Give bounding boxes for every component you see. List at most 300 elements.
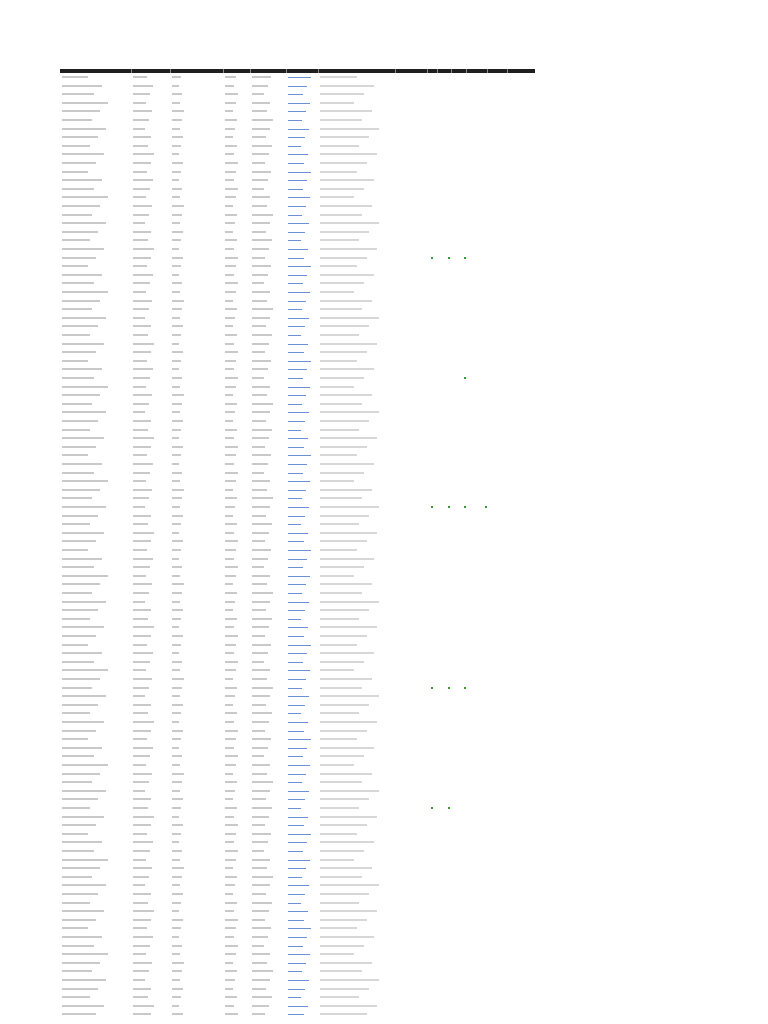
table-cell [62,601,106,603]
table-row[interactable] [60,624,535,631]
table-cell-link[interactable] [288,94,303,95]
table-cell [225,678,233,680]
table-row[interactable] [60,117,535,124]
table-cell-link[interactable] [288,817,308,818]
table-row[interactable] [60,435,535,442]
table-cell-link[interactable] [288,275,307,276]
table-cell [172,747,179,749]
table-row[interactable] [60,779,535,786]
table-cell-link[interactable] [288,498,302,499]
table-cell [320,652,374,654]
table-row[interactable] [60,332,535,339]
table-cell-link[interactable] [288,756,303,757]
table-cell-link[interactable] [288,215,302,216]
table-row[interactable] [60,143,535,150]
table-cell-link[interactable] [288,627,308,628]
table-cell [133,884,145,886]
table-cell-link[interactable] [288,541,304,542]
table-row[interactable] [60,762,535,769]
table-row[interactable] [60,289,535,296]
table-cell-link[interactable] [288,851,303,852]
table-row[interactable] [60,633,535,640]
column-divider[interactable] [437,69,438,73]
table-cell-link[interactable] [288,808,301,809]
table-row[interactable] [60,607,535,614]
table-row[interactable] [60,375,535,382]
table-cell [225,859,236,861]
table-cell-link[interactable] [288,387,310,388]
table-cell-link[interactable] [288,524,301,525]
column-divider[interactable] [223,69,224,73]
table-row[interactable] [60,977,535,984]
table-row[interactable] [60,848,535,855]
table-cell-link[interactable] [288,154,308,155]
table-cell [62,274,102,276]
table-cell-link[interactable] [288,77,311,78]
table-cell [62,205,100,207]
table-cell-link[interactable] [288,920,304,921]
table-row[interactable] [60,616,535,623]
table-cell-link[interactable] [288,610,305,611]
table-row[interactable] [60,685,535,692]
table-row[interactable] [60,874,535,881]
table-row[interactable] [60,220,535,227]
table-cell [172,532,179,534]
table-cell-link[interactable] [288,997,301,998]
table-row[interactable] [60,736,535,743]
table-row[interactable] [60,1003,535,1010]
table-row[interactable] [60,814,535,821]
table-row[interactable] [60,203,535,210]
table-cell-link[interactable] [288,266,311,267]
table-row[interactable] [60,581,535,588]
table-cell-link[interactable] [288,240,301,241]
table-cell [133,472,150,474]
table-cell-link[interactable] [288,172,311,173]
table-row[interactable] [60,951,535,958]
table-cell [225,936,234,938]
table-cell-link[interactable] [288,937,307,938]
table-row[interactable] [60,366,535,373]
table-row[interactable] [60,513,535,520]
table-cell [172,575,180,577]
table-row[interactable] [60,573,535,580]
table-row[interactable] [60,160,535,167]
table-cell-link[interactable] [288,696,309,697]
column-divider[interactable] [250,69,251,73]
table-cell-link[interactable] [288,868,306,869]
table-cell-link[interactable] [288,576,310,577]
table-row[interactable] [60,891,535,898]
table-cell [252,429,272,431]
table-cell [320,411,379,413]
table-cell [62,145,90,147]
table-row[interactable] [60,409,535,416]
table-row[interactable] [60,788,535,795]
table-cell-link[interactable] [288,507,309,508]
table-cell-link[interactable] [288,765,310,766]
table-cell-link[interactable] [288,146,301,147]
table-row[interactable] [60,960,535,967]
table-row[interactable] [60,478,535,485]
table-cell [320,403,362,405]
table-cell-link[interactable] [288,369,307,370]
table-row[interactable] [60,917,535,924]
table-cell-link[interactable] [288,748,307,749]
table-row[interactable] [60,994,535,1001]
table-cell [225,377,238,379]
table-cell-link[interactable] [288,361,311,362]
table-cell [252,721,269,723]
table-cell [133,282,150,284]
table-row[interactable] [60,194,535,201]
table-cell-link[interactable] [288,335,301,336]
table-cell [225,489,233,491]
table-cell-link[interactable] [288,799,305,800]
table-cell-link[interactable] [288,430,301,431]
table-cell-link[interactable] [288,894,305,895]
table-cell [225,798,233,800]
table-cell [172,893,183,895]
table-cell [252,833,271,835]
table-cell-link[interactable] [288,232,305,233]
table-row[interactable] [60,908,535,915]
table-row[interactable] [60,91,535,98]
table-cell-link[interactable] [288,584,306,585]
table-row[interactable] [60,83,535,90]
column-divider[interactable] [170,69,171,73]
table-row[interactable] [60,547,535,554]
table-cell [133,635,151,637]
table-row[interactable] [60,177,535,184]
table-cell [133,618,148,620]
table-row[interactable] [60,865,535,872]
table-row[interactable] [60,504,535,511]
column-divider[interactable] [466,69,467,73]
table-cell-link[interactable] [288,679,306,680]
table-cell [320,764,354,766]
table-row[interactable] [60,384,535,391]
table-cell-link[interactable] [288,593,302,594]
table-row[interactable] [60,418,535,425]
column-divider[interactable] [507,69,508,73]
table-cell-link[interactable] [288,954,310,955]
table-cell-link[interactable] [288,129,309,130]
table-cell-link[interactable] [288,670,310,671]
table-cell-link[interactable] [288,189,303,190]
column-divider[interactable] [487,69,488,73]
table-row[interactable] [60,246,535,253]
table-cell-link[interactable] [288,421,305,422]
table-cell-link[interactable] [288,739,311,740]
table-cell [320,678,372,680]
table-cell [62,893,98,895]
table-row[interactable] [60,401,535,408]
table-cell-link[interactable] [288,971,302,972]
table-cell [172,902,181,904]
table-cell-link[interactable] [288,258,304,259]
table-cell-link[interactable] [288,516,305,517]
table-row[interactable] [60,822,535,829]
table-cell [225,635,238,637]
table-cell [172,317,180,319]
table-cell-link[interactable] [288,490,306,491]
table-cell-link[interactable] [288,120,302,121]
table-row[interactable] [60,642,535,649]
column-divider[interactable] [395,69,396,73]
table-cell [133,919,151,921]
table-row[interactable] [60,968,535,975]
table-cell-link[interactable] [288,834,311,835]
table-cell [252,343,269,345]
table-row[interactable] [60,487,535,494]
table-row[interactable] [60,882,535,889]
table-cell-link[interactable] [288,782,302,783]
table-cell [172,919,183,921]
table-cell [320,644,357,646]
table-row[interactable] [60,590,535,597]
table-cell [225,592,237,594]
table-row[interactable] [60,693,535,700]
table-row[interactable] [60,667,535,674]
table-cell-link[interactable] [288,326,305,327]
table-cell-link[interactable] [288,111,306,112]
table-cell [225,721,234,723]
table-cell [133,153,154,155]
table-cell [320,919,367,921]
table-row[interactable] [60,74,535,81]
table-row[interactable] [60,298,535,305]
table-cell [225,540,238,542]
table-cell-link[interactable] [288,774,306,775]
table-cell-link[interactable] [288,533,308,534]
table-cell-link[interactable] [288,352,304,353]
table-row[interactable] [60,925,535,932]
table-row[interactable] [60,272,535,279]
table-cell-link[interactable] [288,619,301,620]
table-row[interactable] [60,151,535,158]
table-cell-link[interactable] [288,103,310,104]
table-cell-link[interactable] [288,636,304,637]
table-cell-link[interactable] [288,473,303,474]
table-cell [172,343,179,345]
table-row[interactable] [60,212,535,219]
table-row[interactable] [60,134,535,141]
table-cell [62,394,100,396]
table-cell-link[interactable] [288,197,310,198]
table-row[interactable] [60,452,535,459]
table-cell-link[interactable] [288,455,311,456]
table-row[interactable] [60,315,535,322]
table-cell [172,721,179,723]
column-divider[interactable] [286,69,287,73]
column-divider[interactable] [318,69,319,73]
table-row[interactable] [60,986,535,993]
table-cell-link[interactable] [288,404,302,405]
table-cell-link[interactable] [288,438,308,439]
table-cell-link[interactable] [288,206,306,207]
table-row[interactable] [60,427,535,434]
table-cell [133,1005,154,1007]
table-cell [133,902,148,904]
table-cell-link[interactable] [288,731,304,732]
table-row[interactable] [60,108,535,115]
table-cell-link[interactable] [288,989,305,990]
table-cell [172,93,182,95]
table-row[interactable] [60,358,535,365]
table-row[interactable] [60,126,535,133]
table-row[interactable] [60,341,535,348]
table-cell-link[interactable] [288,713,301,714]
table-row[interactable] [60,659,535,666]
table-cell-link[interactable] [288,980,309,981]
table-cell-link[interactable] [288,249,308,250]
table-cell [225,644,236,646]
table-row[interactable] [60,470,535,477]
table-cell [225,850,238,852]
table-cell-link[interactable] [288,842,307,843]
table-cell [172,377,182,379]
table-cell-link[interactable] [288,825,304,826]
table-row[interactable] [60,650,535,657]
table-row[interactable] [60,676,535,683]
table-row[interactable] [60,255,535,262]
table-row[interactable] [60,719,535,726]
table-cell-link[interactable] [288,318,309,319]
table-row[interactable] [60,169,535,176]
table-row[interactable] [60,521,535,528]
table-cell-link[interactable] [288,550,311,551]
column-divider[interactable] [427,69,428,73]
table-cell [320,687,362,689]
table-row[interactable] [60,229,535,236]
table-cell [133,979,145,981]
table-cell [172,876,182,878]
table-cell-link[interactable] [288,860,310,861]
table-cell-link[interactable] [288,662,303,663]
table-cell-link[interactable] [288,223,309,224]
table-row[interactable] [60,186,535,193]
table-cell-link[interactable] [288,86,307,87]
table-cell-link[interactable] [288,1014,304,1015]
table-cell-link[interactable] [288,946,303,947]
table-row[interactable] [60,831,535,838]
table-row[interactable] [60,702,535,709]
table-cell-link[interactable] [288,791,309,792]
table-cell [133,661,150,663]
table-cell-link[interactable] [288,928,311,929]
table-cell-link[interactable] [288,688,302,689]
table-row[interactable] [60,745,535,752]
table-cell-link[interactable] [288,163,304,164]
table-row[interactable] [60,728,535,735]
table-row[interactable] [60,100,535,107]
table-row[interactable] [60,461,535,468]
table-cell-link[interactable] [288,963,306,964]
table-cell [252,979,270,981]
table-row[interactable] [60,349,535,356]
table-row[interactable] [60,280,535,287]
table-cell-link[interactable] [288,1006,308,1007]
table-cell-link[interactable] [288,645,311,646]
table-cell [62,850,94,852]
table-row[interactable] [60,839,535,846]
table-row[interactable] [60,444,535,451]
table-cell-link[interactable] [288,481,310,482]
table-cell [133,764,146,766]
table-cell [320,386,354,388]
table-row[interactable] [60,1011,535,1018]
table-cell-link[interactable] [288,903,301,904]
table-row[interactable] [60,564,535,571]
table-cell-link[interactable] [288,653,307,654]
table-row[interactable] [60,710,535,717]
table-cell [320,196,354,198]
table-row[interactable] [60,306,535,313]
table-cell [172,601,180,603]
table-cell-link[interactable] [288,567,303,568]
table-cell [252,592,273,594]
table-row[interactable] [60,805,535,812]
table-row[interactable] [60,796,535,803]
table-row[interactable] [60,857,535,864]
table-cell-link[interactable] [288,447,304,448]
table-row[interactable] [60,900,535,907]
table-cell [62,566,94,568]
table-row[interactable] [60,538,535,545]
table-row[interactable] [60,556,535,563]
table-row[interactable] [60,771,535,778]
column-divider[interactable] [131,69,132,73]
table-cell-link[interactable] [288,283,303,284]
column-divider[interactable] [451,69,452,73]
table-cell-link[interactable] [288,911,308,912]
table-row[interactable] [60,263,535,270]
table-row[interactable] [60,530,535,537]
table-cell-link[interactable] [288,464,307,465]
table-cell-link[interactable] [288,885,309,886]
table-cell-link[interactable] [288,292,310,293]
table-row[interactable] [60,753,535,760]
table-cell-link[interactable] [288,722,308,723]
table-row[interactable] [60,934,535,941]
table-cell-link[interactable] [288,602,309,603]
table-cell-link[interactable] [288,180,307,181]
table-row[interactable] [60,599,535,606]
table-cell-link[interactable] [288,559,307,560]
table-row[interactable] [60,943,535,950]
table-row[interactable] [60,237,535,244]
table-cell-link[interactable] [288,412,309,413]
table-cell [133,93,150,95]
table-cell-link[interactable] [288,301,306,302]
table-cell [320,755,364,757]
table-row[interactable] [60,323,535,330]
table-cell-link[interactable] [288,705,305,706]
table-cell-link[interactable] [288,877,302,878]
table-row[interactable] [60,392,535,399]
table-cell-link[interactable] [288,378,303,379]
table-cell [225,102,236,104]
table-row[interactable] [60,495,535,502]
table-cell-link[interactable] [288,344,308,345]
table-cell [62,343,104,345]
table-cell-link[interactable] [288,309,302,310]
table-cell [320,833,357,835]
table-cell-link[interactable] [288,137,305,138]
table-cell [225,386,236,388]
table-cell-link[interactable] [288,395,306,396]
